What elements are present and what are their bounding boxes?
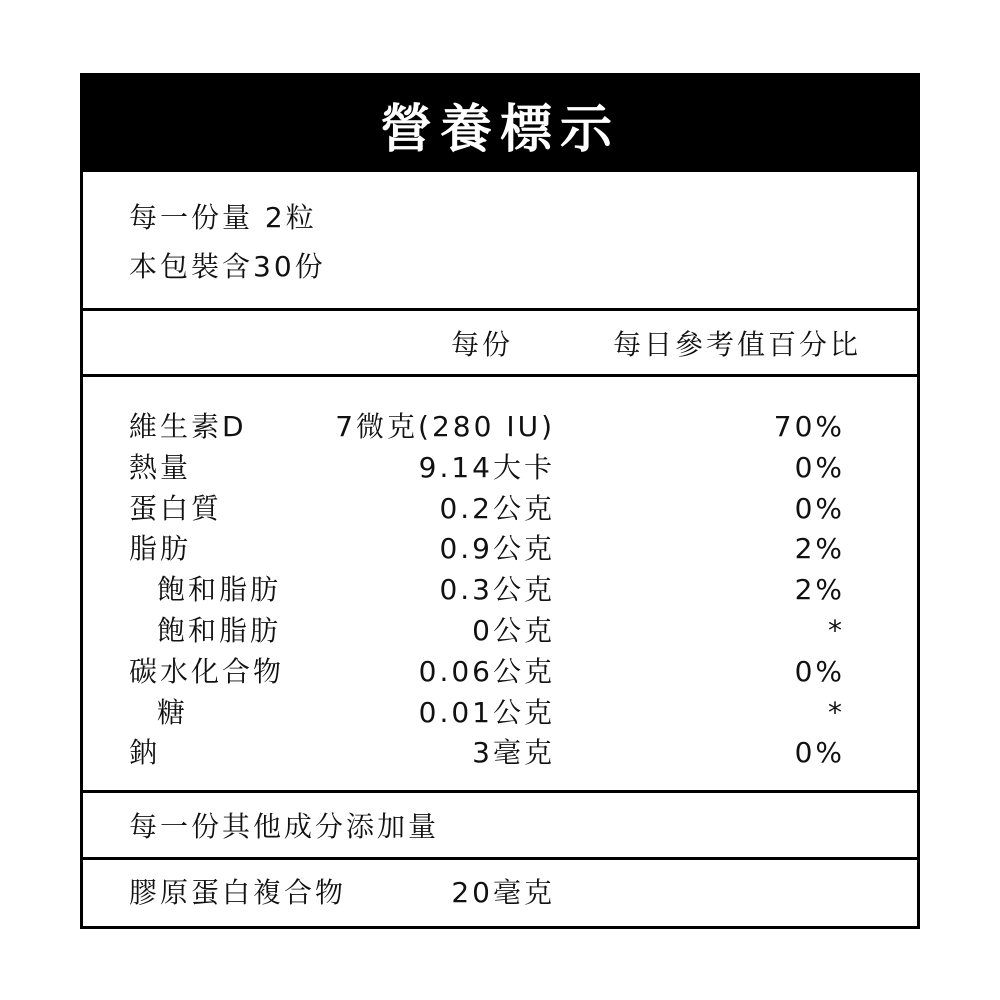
divider (83, 857, 917, 860)
nutrient-row (83, 655, 917, 696)
nutrient-daily-value: 0% (794, 654, 845, 688)
nutrient-name: 飽和脂肪 (157, 613, 282, 647)
nutrient-name: 脂肪 (129, 532, 192, 566)
other-ingredient-name: 膠原蛋白複合物 (129, 876, 347, 909)
nutrient-row (83, 451, 917, 492)
nutrient-amount: 3毫克 (472, 736, 555, 770)
servings-per-package: 本包裝含30份 (129, 250, 326, 283)
per-serving-header: 每份 (451, 328, 514, 361)
label-title: 營養標示 (83, 76, 917, 172)
nutrient-amount: 0公克 (472, 613, 555, 647)
nutrient-daily-value: 0% (794, 450, 845, 484)
nutrient-amount: 0.06公克 (418, 654, 555, 688)
nutrient-daily-value: 2% (794, 532, 845, 566)
nutrient-name: 蛋白質 (129, 491, 223, 525)
nutrient-name: 鈉 (129, 736, 161, 770)
other-ingredients-title: 每一份其他成分添加量 (129, 810, 440, 843)
nutrient-amount: 0.9公克 (439, 532, 555, 566)
nutrient-name: 碳水化合物 (129, 654, 285, 688)
divider (83, 790, 917, 793)
nutrient-amount: 0.3公克 (439, 573, 555, 607)
nutrient-daily-value: 0% (794, 736, 845, 770)
divider (83, 374, 917, 377)
nutrient-name: 熱量 (129, 450, 192, 484)
nutrient-table (83, 410, 917, 777)
nutrient-daily-value: 0% (794, 491, 845, 525)
nutrient-daily-value: * (828, 613, 845, 647)
nutrient-row (83, 573, 917, 614)
nutrition-label (80, 73, 920, 929)
nutrient-daily-value: 2% (794, 573, 845, 607)
nutrient-row (83, 736, 917, 777)
nutrient-amount: 0.01公克 (418, 695, 555, 729)
nutrient-name: 維生素D (129, 410, 247, 443)
nutrient-amount: 9.14大卡 (418, 450, 555, 484)
other-ingredient-amount: 20毫克 (451, 876, 555, 909)
divider (83, 308, 917, 311)
nutrient-daily-value: 70% (773, 410, 845, 443)
nutrient-name: 飽和脂肪 (157, 573, 282, 607)
nutrient-row (83, 614, 917, 655)
nutrient-amount: 7微克(280 IU) (335, 410, 555, 443)
nutrient-row (83, 532, 917, 573)
nutrient-row (83, 410, 917, 451)
nutrient-row (83, 696, 917, 737)
nutrient-daily-value: * (828, 695, 845, 729)
serving-size: 每一份量 2粒 (129, 201, 317, 234)
nutrient-row (83, 492, 917, 533)
nutrient-name: 糖 (157, 695, 189, 729)
daily-value-header: 每日參考值百分比 (613, 328, 862, 361)
nutrient-amount: 0.2公克 (439, 491, 555, 525)
